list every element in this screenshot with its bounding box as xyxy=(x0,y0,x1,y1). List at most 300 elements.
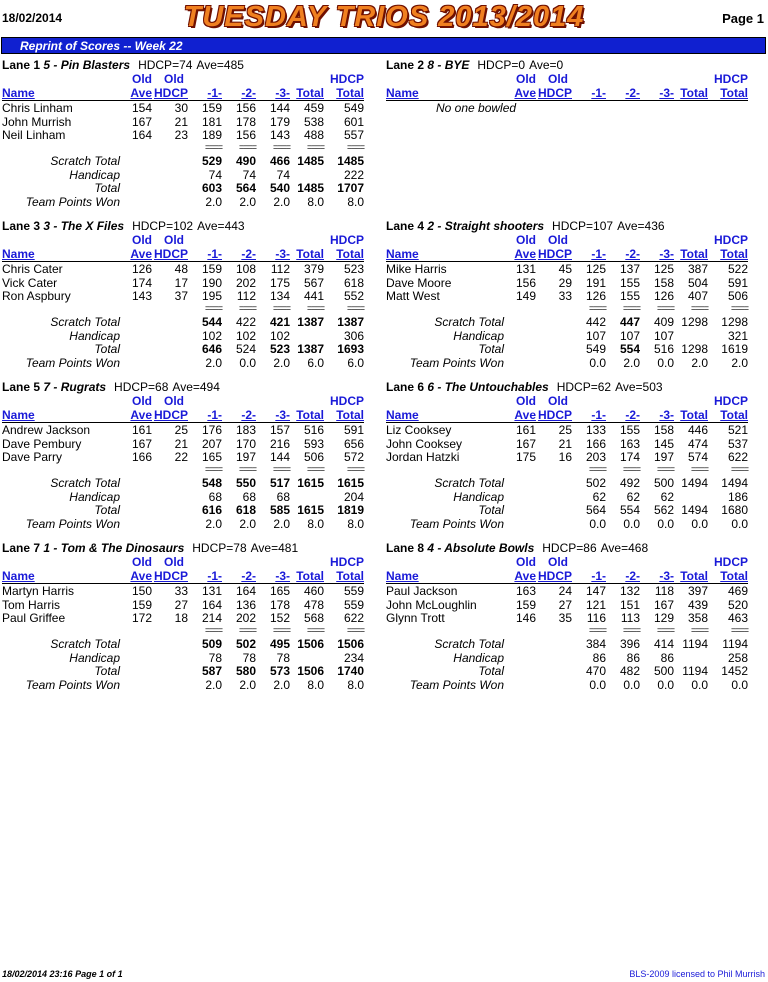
player-g1: 176 xyxy=(201,423,222,437)
player-htotal: 601 xyxy=(343,114,364,129)
player-ave: 175 xyxy=(515,450,536,464)
scratch-g3: 414 xyxy=(653,637,674,651)
handicap-g3: 74 xyxy=(276,167,290,182)
player-hdcp: 37 xyxy=(174,289,188,303)
player-name: Matt West xyxy=(386,289,440,303)
scratch-g2: 492 xyxy=(619,476,640,490)
player-total: 593 xyxy=(303,436,324,451)
separator-marks: ==== xyxy=(238,464,256,474)
handicap-g1: 68 xyxy=(208,489,222,504)
total-g1: 587 xyxy=(201,664,222,678)
row-label-total: Total xyxy=(94,181,120,195)
handicap-g1: 78 xyxy=(208,650,222,665)
col-header-old-hdcp-2: HDCP xyxy=(537,86,572,100)
separator-marks: ==== xyxy=(272,625,290,635)
player-htotal: 656 xyxy=(343,436,364,451)
player-g2: 132 xyxy=(619,584,640,598)
player-htotal: 557 xyxy=(343,128,364,142)
team-name: 2 - Straight shooters xyxy=(427,219,545,233)
points-g1: 0.0 xyxy=(589,677,606,692)
separator-marks: ==== xyxy=(656,625,674,635)
separator-marks: ==== xyxy=(656,464,674,474)
player-total: 358 xyxy=(687,611,708,625)
player-total: 446 xyxy=(687,423,708,437)
col-header-game-1: -1- xyxy=(207,86,222,100)
scratch-g2: 490 xyxy=(235,154,256,168)
lane-header xyxy=(2,380,220,394)
col-header-old-ave-2: Ave xyxy=(514,408,536,422)
col-header-game-2: -2- xyxy=(241,86,256,100)
total-total: 1485 xyxy=(297,181,324,195)
player-hdcp: 25 xyxy=(558,423,572,437)
scratch-htotal: 1494 xyxy=(721,476,748,490)
lane-number: Lane 4 xyxy=(386,219,425,233)
col-header-name: Name xyxy=(386,247,419,261)
col-header-hdcp-total-1: HDCP xyxy=(713,394,748,408)
col-header-total: Total xyxy=(680,569,708,583)
col-header-hdcp-total-2: Total xyxy=(336,86,364,100)
col-header-old-hdcp-2: HDCP xyxy=(537,408,572,422)
separator-marks: ==== xyxy=(306,625,324,635)
col-header-old-hdcp-2: HDCP xyxy=(537,569,572,583)
handicap-g2: 78 xyxy=(242,650,256,665)
total-g3: 540 xyxy=(269,181,290,195)
player-htotal: 591 xyxy=(343,423,364,437)
col-header-name: Name xyxy=(386,408,419,422)
row-label-total: Total xyxy=(478,664,504,678)
col-header-game-2: -2- xyxy=(241,408,256,422)
team-average: Ave=0 xyxy=(529,58,564,72)
points-g2: 2.0 xyxy=(239,677,256,692)
total-g1: 616 xyxy=(201,503,222,517)
player-htotal: 537 xyxy=(727,436,748,451)
total-g2: 580 xyxy=(235,664,256,678)
player-ave: 167 xyxy=(515,436,536,451)
col-header-game-1: -1- xyxy=(207,247,222,261)
player-g1: 159 xyxy=(201,101,222,115)
total-g1: 603 xyxy=(201,181,222,195)
handicap-g1: 62 xyxy=(592,489,606,504)
separator-marks: ==== xyxy=(690,303,708,313)
player-g1: 195 xyxy=(201,289,222,303)
row-label-handicap: Handicap xyxy=(69,328,120,343)
points-total: 8.0 xyxy=(307,194,324,209)
team-name: 1 - Tom & The Dinosaurs xyxy=(43,541,185,555)
player-name: Dave Parry xyxy=(2,450,63,464)
col-header-hdcp-total-2: Total xyxy=(720,408,748,422)
player-g2: 108 xyxy=(235,262,256,276)
total-g2: 618 xyxy=(235,503,256,517)
player-htotal: 463 xyxy=(727,611,748,625)
player-g1: 116 xyxy=(586,611,606,625)
player-g2: 163 xyxy=(619,436,640,451)
lane-header xyxy=(386,380,663,394)
points-g1: 0.0 xyxy=(589,516,606,531)
total-htotal: 1819 xyxy=(337,503,364,517)
row-label-points: Team Points Won xyxy=(409,677,504,692)
separator-marks: ==== xyxy=(730,464,748,474)
total-g1: 646 xyxy=(201,342,222,356)
row-label-handicap: Handicap xyxy=(453,650,504,665)
separator-marks: ==== xyxy=(690,625,708,635)
player-g2: 164 xyxy=(235,584,256,598)
player-htotal: 559 xyxy=(343,584,364,598)
points-total: 8.0 xyxy=(307,677,324,692)
separator-marks: ==== xyxy=(588,625,606,635)
points-g3: 2.0 xyxy=(273,516,290,531)
handicap-htotal: 186 xyxy=(727,489,748,504)
col-header-name: Name xyxy=(2,569,35,583)
separator-marks: ==== xyxy=(346,142,364,152)
scratch-g1: 529 xyxy=(201,154,222,168)
scratch-g1: 544 xyxy=(201,315,222,329)
player-name: Liz Cooksey xyxy=(386,423,452,437)
scratch-htotal: 1506 xyxy=(337,637,364,651)
col-header-total: Total xyxy=(296,86,324,100)
player-g3: 178 xyxy=(269,597,290,612)
player-htotal: 572 xyxy=(343,450,364,464)
player-total: 538 xyxy=(303,114,324,129)
team-hdcp: HDCP=86 xyxy=(542,541,597,555)
player-g2: 202 xyxy=(235,275,256,290)
total-g1: 470 xyxy=(585,664,606,678)
team-average: Ave=494 xyxy=(172,380,220,394)
separator-marks: ==== xyxy=(622,625,640,635)
handicap-g3: 68 xyxy=(276,489,290,504)
handicap-htotal: 306 xyxy=(343,328,364,343)
lane-number: Lane 8 xyxy=(386,541,425,555)
player-ave: 159 xyxy=(131,597,152,612)
col-header-old-hdcp-1: Old xyxy=(548,394,568,408)
col-header-old-ave-1: Old xyxy=(516,72,536,86)
row-label-handicap: Handicap xyxy=(69,489,120,504)
col-header-name: Name xyxy=(386,569,419,583)
player-g3: 125 xyxy=(653,262,674,276)
team-name: 5 - Pin Blasters xyxy=(43,58,131,72)
col-header-old-hdcp-2: HDCP xyxy=(153,247,188,261)
footer-license: BLS-2009 licensed to Phil Murrish xyxy=(629,969,765,979)
points-g1: 2.0 xyxy=(205,194,222,209)
lane-header xyxy=(2,219,245,233)
empty-note: No one bowled xyxy=(436,101,517,115)
points-total: 0.0 xyxy=(691,677,708,692)
scratch-g1: 502 xyxy=(585,476,606,490)
col-header-game-3: -3- xyxy=(275,247,290,261)
col-header-old-ave-2: Ave xyxy=(130,86,152,100)
player-ave: 161 xyxy=(131,423,152,437)
player-ave: 164 xyxy=(131,128,152,142)
row-label-scratch: Scratch Total xyxy=(50,637,120,651)
col-header-hdcp-total-2: Total xyxy=(336,247,364,261)
col-header-game-1: -1- xyxy=(591,86,606,100)
player-hdcp: 35 xyxy=(558,611,572,625)
lane-block xyxy=(384,541,766,701)
col-header-game-3: -3- xyxy=(275,569,290,583)
row-label-points: Team Points Won xyxy=(409,355,504,370)
player-g3: 145 xyxy=(653,436,674,451)
player-ave: 166 xyxy=(131,450,152,464)
lane-block xyxy=(0,219,382,379)
total-htotal: 1680 xyxy=(721,503,748,517)
col-header-game-2: -2- xyxy=(625,569,640,583)
handicap-htotal: 321 xyxy=(727,328,748,343)
player-htotal: 618 xyxy=(343,275,364,290)
player-total: 439 xyxy=(687,597,708,612)
lane-header xyxy=(2,58,244,72)
player-hdcp: 27 xyxy=(558,597,572,612)
lane-header xyxy=(386,541,648,555)
player-g2: 202 xyxy=(235,611,256,625)
row-label-total: Total xyxy=(478,503,504,517)
col-header-hdcp-total-2: Total xyxy=(720,247,748,261)
player-hdcp: 48 xyxy=(174,262,188,276)
handicap-g3: 78 xyxy=(276,650,290,665)
col-header-game-3: -3- xyxy=(659,86,674,100)
separator-marks: ==== xyxy=(622,303,640,313)
team-average: Ave=443 xyxy=(197,219,245,233)
team-average: Ave=485 xyxy=(196,58,244,72)
points-g2: 2.0 xyxy=(239,516,256,531)
col-header-hdcp-total-1: HDCP xyxy=(329,394,364,408)
handicap-g3: 102 xyxy=(269,328,290,343)
col-header-total: Total xyxy=(680,408,708,422)
scratch-g1: 442 xyxy=(585,315,606,329)
scratch-g1: 384 xyxy=(585,637,606,651)
player-name: Chris Cater xyxy=(2,262,63,276)
player-total: 504 xyxy=(687,275,708,290)
separator-marks: ==== xyxy=(238,625,256,635)
handicap-htotal: 222 xyxy=(343,167,364,182)
player-g3: 126 xyxy=(653,289,674,303)
player-g1: 131 xyxy=(201,584,222,598)
col-header-total: Total xyxy=(680,86,708,100)
handicap-htotal: 258 xyxy=(727,650,748,665)
total-htotal: 1707 xyxy=(337,181,364,195)
col-header-game-1: -1- xyxy=(207,408,222,422)
player-htotal: 559 xyxy=(343,597,364,612)
player-g3: 129 xyxy=(653,611,674,625)
player-ave: 174 xyxy=(131,275,152,290)
col-header-total: Total xyxy=(296,408,324,422)
points-g2: 2.0 xyxy=(239,194,256,209)
player-hdcp: 33 xyxy=(558,289,572,303)
player-ave: 172 xyxy=(131,611,152,625)
row-label-total: Total xyxy=(94,664,120,678)
col-header-hdcp-total-1: HDCP xyxy=(713,72,748,86)
points-g1: 2.0 xyxy=(205,516,222,531)
total-g3: 523 xyxy=(269,342,290,356)
scratch-htotal: 1615 xyxy=(337,476,364,490)
lane-block xyxy=(384,58,766,218)
col-header-game-2: -2- xyxy=(625,247,640,261)
team-hdcp: HDCP=102 xyxy=(132,219,194,233)
player-hdcp: 18 xyxy=(174,611,188,625)
col-header-game-3: -3- xyxy=(659,569,674,583)
player-g1: 190 xyxy=(201,275,222,290)
player-hdcp: 25 xyxy=(174,423,188,437)
separator-marks: ==== xyxy=(730,625,748,635)
row-label-points: Team Points Won xyxy=(25,677,120,692)
total-g2: 554 xyxy=(619,503,640,517)
league-title: TUESDAY TRIOS 2013/2014 xyxy=(183,1,585,33)
player-g1: 214 xyxy=(201,611,222,625)
section-banner xyxy=(1,37,766,54)
player-htotal: 520 xyxy=(727,597,748,612)
player-htotal: 521 xyxy=(727,423,748,437)
footer-timestamp: 18/02/2014 23:16 Page 1 of 1 xyxy=(2,969,123,979)
player-total: 567 xyxy=(303,275,324,290)
player-g1: 126 xyxy=(585,289,606,303)
player-name: Vick Cater xyxy=(2,275,58,290)
separator-marks: ==== xyxy=(306,464,324,474)
player-name: Dave Pembury xyxy=(2,436,82,451)
total-total: 1298 xyxy=(681,342,708,356)
scratch-g3: 495 xyxy=(269,637,290,651)
col-header-old-ave-2: Ave xyxy=(514,569,536,583)
player-htotal: 552 xyxy=(343,289,364,303)
player-ave: 143 xyxy=(131,289,152,303)
player-g2: 174 xyxy=(619,450,640,464)
col-header-hdcp-total-1: HDCP xyxy=(713,233,748,247)
total-htotal: 1619 xyxy=(721,342,748,356)
scratch-total: 1298 xyxy=(681,315,708,329)
player-g2: 112 xyxy=(236,289,256,303)
total-g1: 564 xyxy=(585,503,606,517)
row-label-scratch: Scratch Total xyxy=(50,315,120,329)
team-average: Ave=436 xyxy=(617,219,665,233)
points-htotal: 0.0 xyxy=(731,677,748,692)
player-ave: 156 xyxy=(515,275,536,290)
player-g3: 144 xyxy=(269,101,290,115)
separator-marks: ==== xyxy=(346,625,364,635)
points-htotal: 2.0 xyxy=(731,355,748,370)
total-total: 1387 xyxy=(297,342,324,356)
player-g3: 143 xyxy=(269,128,290,142)
handicap-g2: 102 xyxy=(235,328,256,343)
row-label-points: Team Points Won xyxy=(409,516,504,531)
col-header-old-hdcp-1: Old xyxy=(164,72,184,86)
player-hdcp: 33 xyxy=(174,584,188,598)
scratch-g2: 396 xyxy=(619,637,640,651)
col-header-game-3: -3- xyxy=(659,408,674,422)
player-name: Jordan Hatzki xyxy=(386,450,460,464)
banner-text: Reprint of Scores -- Week 22 xyxy=(20,39,183,53)
player-name: John Murrish xyxy=(2,114,72,129)
points-g1: 2.0 xyxy=(205,355,222,370)
player-hdcp: 27 xyxy=(174,597,188,612)
player-hdcp: 17 xyxy=(174,275,188,290)
col-header-hdcp-total-1: HDCP xyxy=(329,233,364,247)
col-header-hdcp-total-2: Total xyxy=(720,86,748,100)
player-ave: 146 xyxy=(515,611,536,625)
col-header-game-3: -3- xyxy=(275,408,290,422)
team-hdcp: HDCP=107 xyxy=(552,219,614,233)
team-name: 7 - Rugrats xyxy=(43,380,107,394)
player-g1: 181 xyxy=(201,114,222,129)
separator-marks: ==== xyxy=(730,303,748,313)
team-name: 4 - Absolute Bowls xyxy=(427,541,535,555)
total-total: 1494 xyxy=(681,503,708,517)
player-ave: 150 xyxy=(131,584,152,598)
row-label-points: Team Points Won xyxy=(25,355,120,370)
player-htotal: 469 xyxy=(727,584,748,598)
handicap-htotal: 234 xyxy=(343,650,364,665)
col-header-game-3: -3- xyxy=(659,247,674,261)
player-g2: 155 xyxy=(619,275,640,290)
player-name: Mike Harris xyxy=(386,262,447,276)
col-header-old-hdcp-2: HDCP xyxy=(153,569,188,583)
separator-marks: ==== xyxy=(272,142,290,152)
player-htotal: 622 xyxy=(343,611,364,625)
lane-block xyxy=(0,58,382,218)
player-name: Dave Moore xyxy=(386,275,452,290)
col-header-old-ave-2: Ave xyxy=(130,408,152,422)
handicap-g2: 62 xyxy=(626,489,640,504)
separator-marks: ==== xyxy=(306,142,324,152)
player-g2: 170 xyxy=(235,436,256,451)
total-g2: 482 xyxy=(619,664,640,678)
player-g2: 156 xyxy=(235,128,256,142)
player-g2: 136 xyxy=(235,597,256,612)
player-name: Paul Jackson xyxy=(386,584,458,598)
col-header-old-hdcp-1: Old xyxy=(548,233,568,247)
points-g3: 2.0 xyxy=(273,355,290,370)
scratch-htotal: 1298 xyxy=(721,315,748,329)
handicap-g2: 68 xyxy=(242,489,256,504)
scratch-total: 1615 xyxy=(297,476,324,490)
total-total: 1506 xyxy=(297,664,324,678)
col-header-old-ave-2: Ave xyxy=(130,247,152,261)
player-ave: 149 xyxy=(515,289,536,303)
player-hdcp: 23 xyxy=(174,128,188,142)
scratch-g1: 509 xyxy=(201,637,222,651)
col-header-game-1: -1- xyxy=(207,569,222,583)
row-label-scratch: Scratch Total xyxy=(434,476,504,490)
separator-marks: ==== xyxy=(346,303,364,313)
points-g3: 0.0 xyxy=(657,355,674,370)
total-htotal: 1693 xyxy=(337,342,364,356)
player-g1: 159 xyxy=(201,262,222,276)
col-header-old-hdcp-1: Old xyxy=(548,555,568,569)
lane-header xyxy=(386,219,665,233)
separator-marks: ==== xyxy=(272,303,290,313)
col-header-hdcp-total-1: HDCP xyxy=(329,72,364,86)
player-total: 574 xyxy=(687,450,708,464)
handicap-g3: 107 xyxy=(653,328,674,343)
points-htotal: 8.0 xyxy=(347,194,364,209)
lane-number: Lane 7 xyxy=(2,541,41,555)
col-header-old-hdcp-2: HDCP xyxy=(153,86,188,100)
team-hdcp: HDCP=68 xyxy=(114,380,169,394)
player-name: Andrew Jackson xyxy=(2,423,91,437)
col-header-old-ave-1: Old xyxy=(132,233,152,247)
team-hdcp: HDCP=78 xyxy=(192,541,247,555)
player-hdcp: 21 xyxy=(558,436,572,451)
points-g2: 0.0 xyxy=(623,516,640,531)
player-hdcp: 30 xyxy=(174,101,188,115)
separator-marks: ==== xyxy=(346,464,364,474)
separator-marks: ==== xyxy=(204,464,222,474)
player-total: 478 xyxy=(303,597,324,612)
scratch-total: 1485 xyxy=(297,154,324,168)
player-g2: 178 xyxy=(235,114,256,129)
player-g3: 167 xyxy=(653,597,674,612)
handicap-g1: 102 xyxy=(201,328,222,343)
col-header-total: Total xyxy=(680,247,708,261)
player-name: Paul Griffee xyxy=(2,611,66,625)
scratch-g2: 502 xyxy=(235,637,256,651)
player-g3: 158 xyxy=(653,423,674,437)
